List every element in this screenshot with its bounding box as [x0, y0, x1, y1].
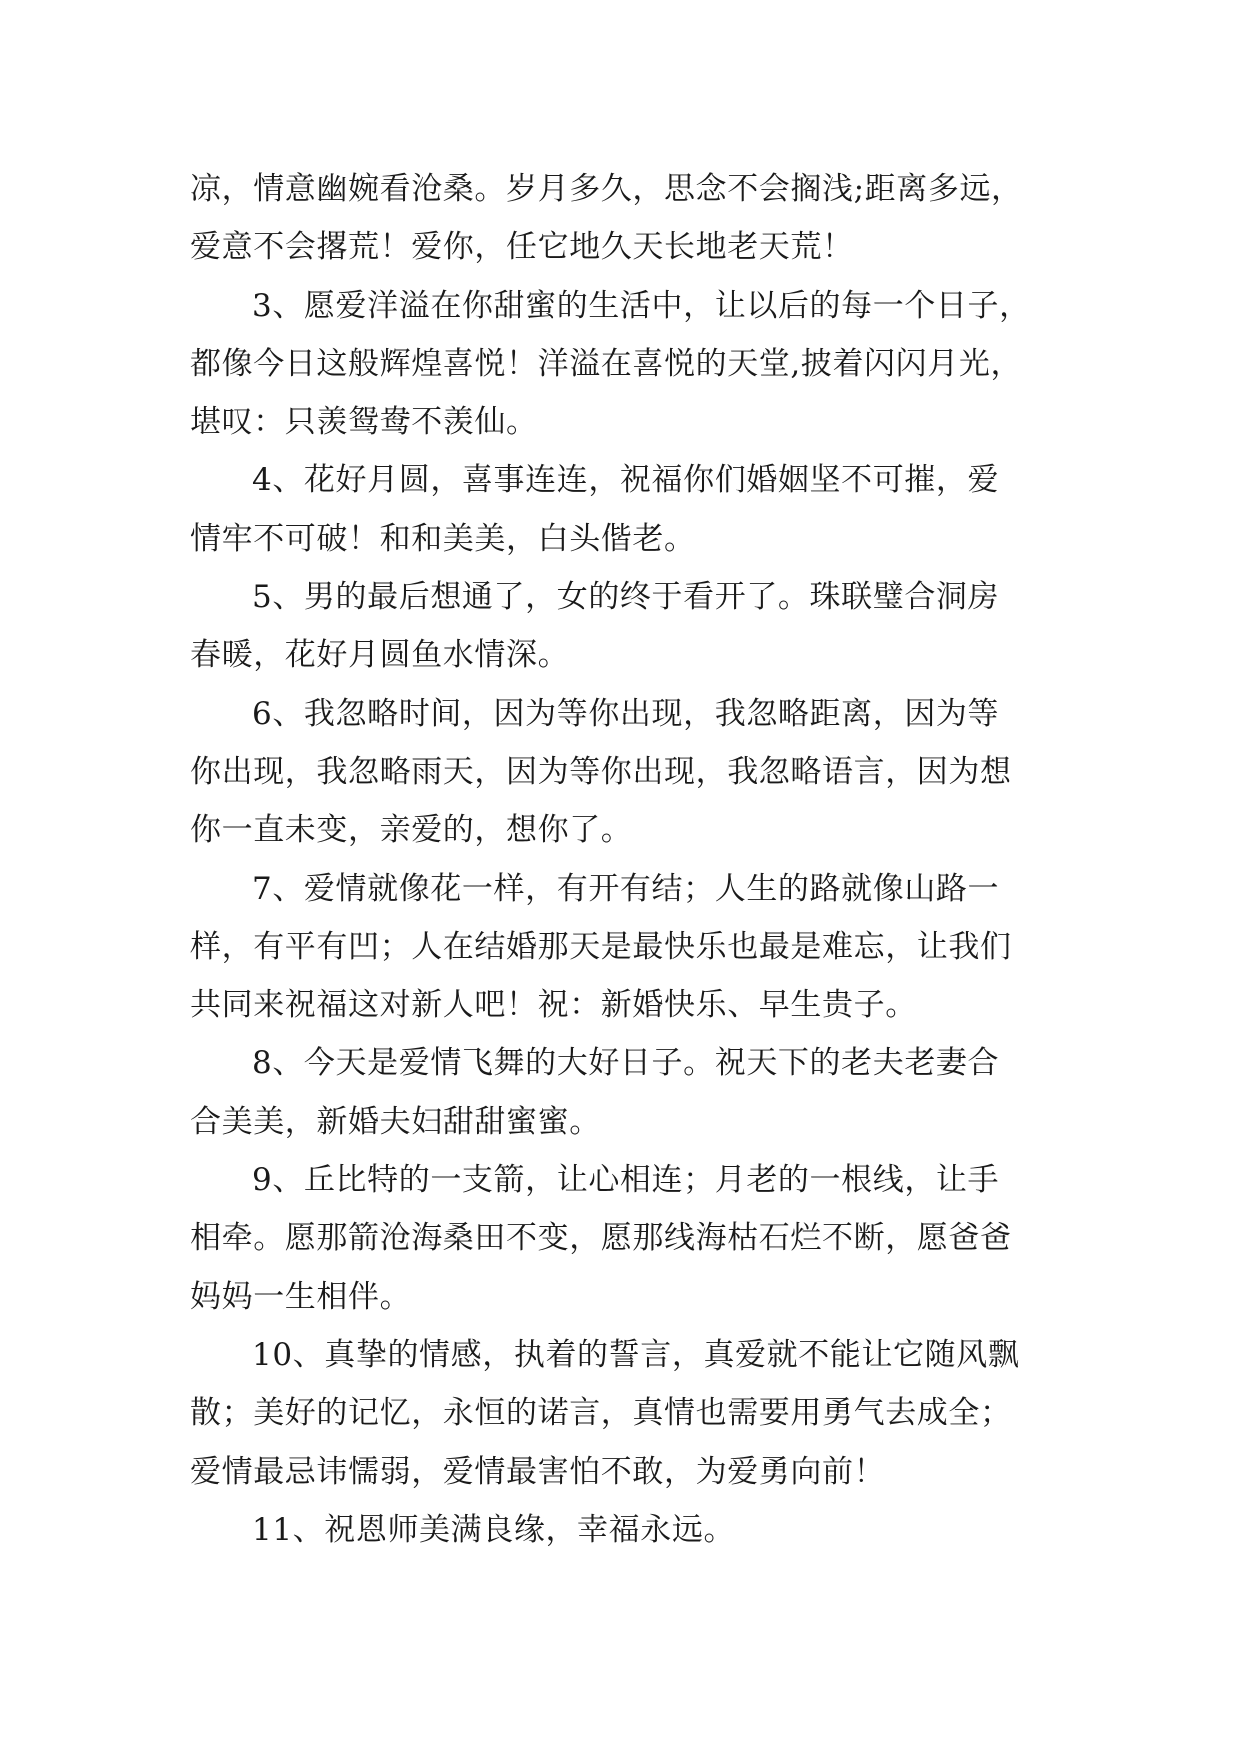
document-body	[190, 160, 1070, 1559]
paragraph-item-10	[190, 1326, 1070, 1501]
text-line: 8、今天是爱情飞舞的大好日子。祝天下的老夫老妻合	[252, 1045, 1000, 1082]
paragraph-item-11	[190, 1501, 1070, 1559]
text-line: 9、丘比特的一支箭，让心相连；月老的一根线，让手	[252, 1162, 1000, 1199]
paragraph-item-8	[190, 1034, 1070, 1151]
paragraph-item-6	[190, 685, 1070, 860]
text-line: 相牵。愿那箭沧海桑田不变，愿那线海枯石烂不断，愿爸爸	[190, 1220, 1012, 1257]
paragraph-item-3	[190, 277, 1070, 452]
text-line: 堪叹：只羡鸳鸯不羡仙。	[190, 404, 538, 441]
text-line: 10、真挚的情感，执着的誓言，真爱就不能让它随风飘	[252, 1336, 1020, 1373]
paragraph-item-4	[190, 451, 1070, 568]
paragraph-item-9	[190, 1151, 1070, 1326]
text-line: 散；美好的记忆，永恒的诺言，真情也需要用勇气去成全；	[190, 1395, 1012, 1432]
text-line: 合美美，新婚夫妇甜甜蜜蜜。	[190, 1103, 601, 1140]
text-line: 7、爱情就像花一样，有开有结；人生的路就像山路一	[252, 870, 1000, 907]
text-line: 情牢不可破！和和美美，白头偕老。	[190, 520, 696, 557]
paragraph-item-5	[190, 568, 1070, 685]
text-line: 都像今日这般辉煌喜悦！洋溢在喜悦的天堂,披着闪闪月光，	[190, 345, 1023, 382]
text-line: 妈妈一生相伴。	[190, 1278, 412, 1315]
text-line: 6、我忽略时间，因为等你出现，我忽略距离，因为等	[252, 695, 1000, 732]
text-line: 11、祝恩师美满良缘，幸福永远。	[252, 1511, 736, 1548]
text-line: 5、男的最后想通了，女的终于看开了。珠联璧合洞房	[252, 579, 1000, 616]
text-line: 共同来祝福这对新人吧！祝：新婚快乐、早生贵子。	[190, 987, 917, 1024]
text-line: 你出现，我忽略雨天，因为等你出现，我忽略语言，因为想	[190, 753, 1012, 790]
paragraph-item-7	[190, 860, 1070, 1035]
paragraph-continuation	[190, 160, 1070, 277]
text-line: 凉，情意幽婉看沧桑。岁月多久，思念不会搁浅;距离多远，	[190, 171, 1023, 207]
text-line: 3、愿爱洋溢在你甜蜜的生活中，让以后的每一个日子，	[252, 287, 1031, 324]
text-line: 你一直未变，亲爱的，想你了。	[190, 812, 633, 849]
text-line: 春暖，花好月圆鱼水情深。	[190, 637, 570, 674]
text-line: 样，有平有凹；人在结婚那天是最快乐也最是难忘，让我们	[190, 928, 1012, 965]
text-line: 爱情最忌讳懦弱，爱情最害怕不敢，为爱勇向前！	[190, 1453, 886, 1490]
text-line: 爱意不会撂荒！爱你，任它地久天长地老天荒！	[190, 229, 854, 266]
text-line: 4、花好月圆，喜事连连，祝福你们婚姻坚不可摧，爱	[252, 462, 1000, 499]
